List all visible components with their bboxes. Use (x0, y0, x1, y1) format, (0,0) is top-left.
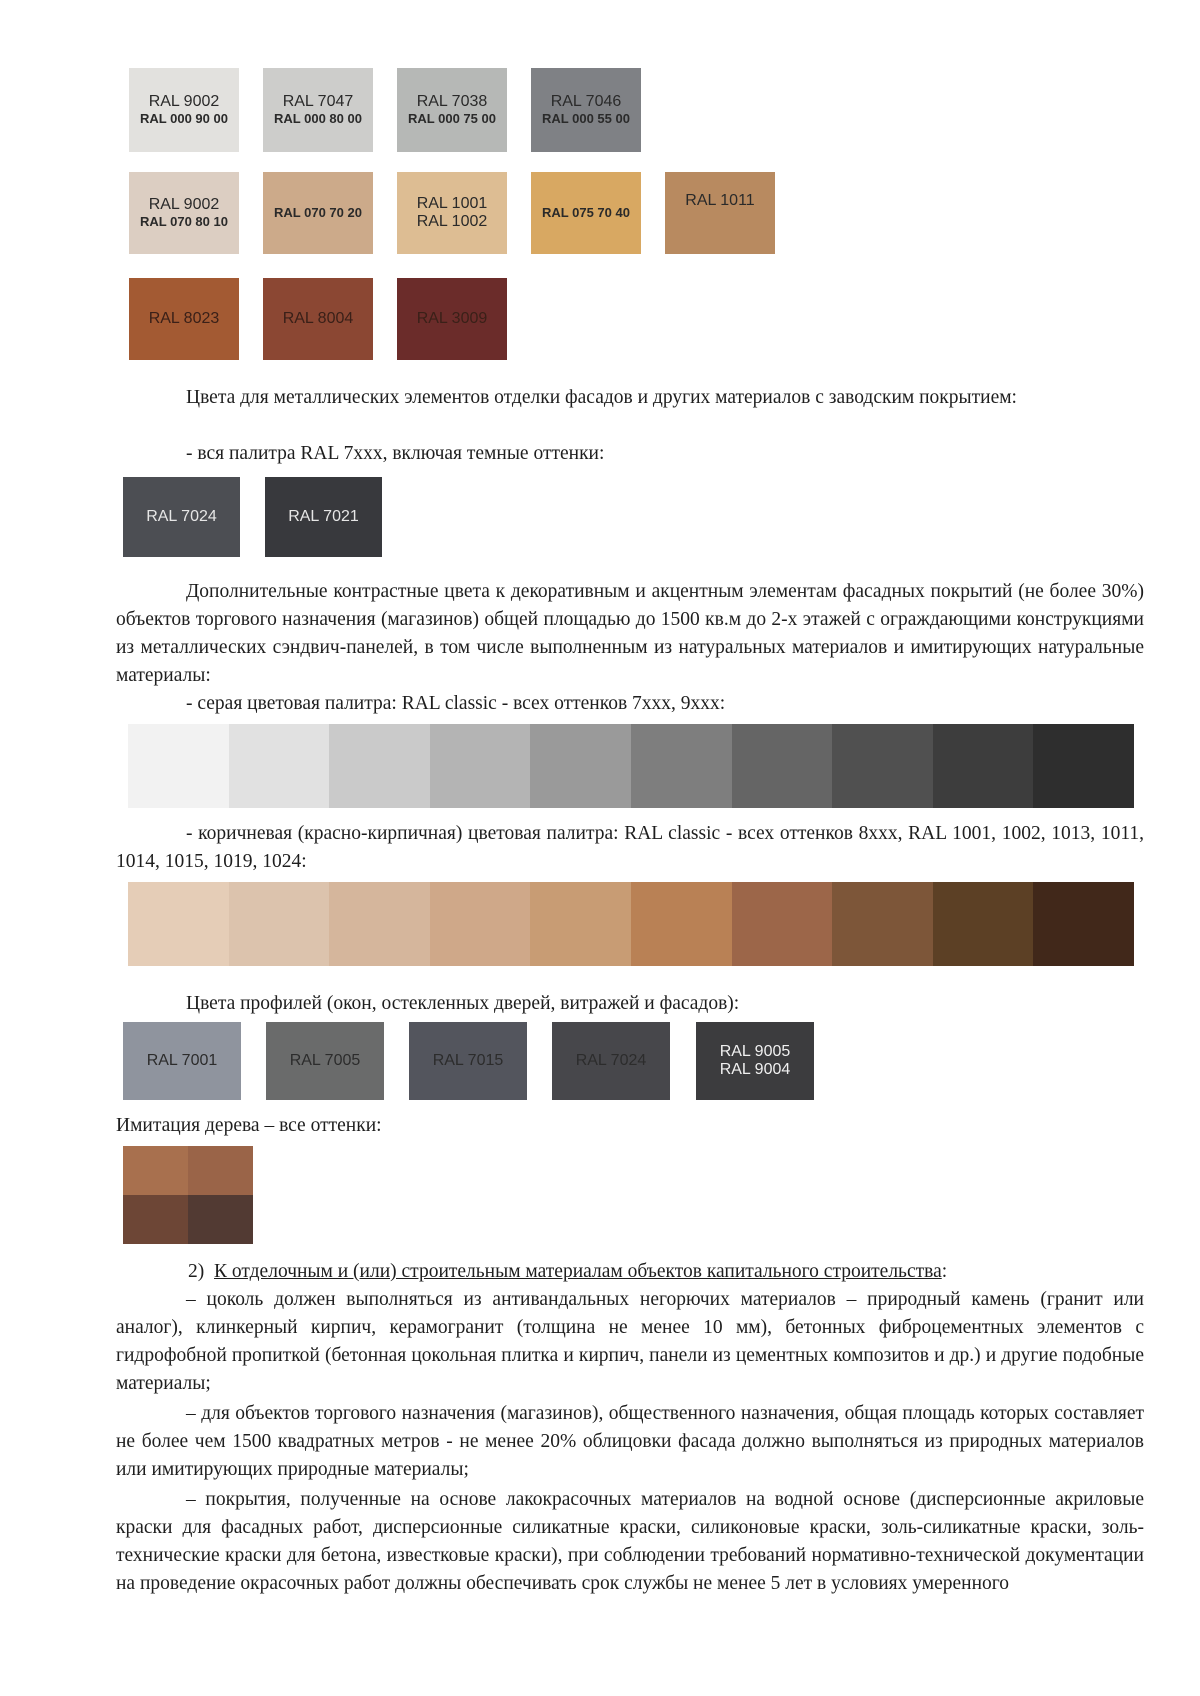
swatch-label: RAL 9005 (719, 1042, 791, 1060)
requirement-item: – для объектов торгового назначения (магазинов), общественного назначения, общая площадь которых составляет не более чем 1500 квадратных метров - не менее 20% облицовки фасада должно выполняться из природных материалов или имитирующих природные материалы; (116, 1403, 1144, 1480)
swatch-label: RAL 3009 (416, 309, 488, 327)
swatch-ral-7005 (266, 1022, 384, 1100)
wood-cell (123, 1146, 188, 1195)
section-colon: : (941, 1261, 948, 1282)
grey-cell (430, 724, 531, 808)
brown-cell (1033, 882, 1134, 966)
swatch-code: RAL 000 80 00 (274, 110, 362, 126)
wood-cell (188, 1195, 253, 1244)
grey-cell (631, 724, 732, 808)
swatch-label: RAL 8004 (282, 309, 354, 327)
swatch-ral-9005-9004 (696, 1022, 814, 1100)
swatch-ral-7015 (409, 1022, 527, 1100)
grey-cell (732, 724, 833, 808)
brown-palette-strip (128, 882, 1134, 966)
swatch-ral-7001 (123, 1022, 241, 1100)
grey-cell (832, 724, 933, 808)
swatch-label: RAL 075 70 40 (542, 204, 630, 220)
swatch-label: RAL 7024 (146, 507, 217, 525)
swatch-ral-7024-dark (123, 477, 240, 557)
swatch-code: RAL 000 55 00 (542, 110, 630, 126)
grey-cell (530, 724, 631, 808)
paragraph-brown-palette: - коричневая (красно-кирпичная) цветовая палитра: RAL classic - всех оттенков 8xxx, RAL 1001, 1002, 1013, 1011, 1014, 1015, 1019, 1024: (116, 823, 1144, 872)
paragraph-metal-palette: - вся палитра RAL 7xxx, включая темные оттенки: (186, 443, 605, 464)
swatch-ral-7024-profile (552, 1022, 670, 1100)
swatch-ral-7021 (265, 477, 382, 557)
brown-cell (832, 882, 933, 966)
paragraph-metal-colors: Цвета для металлических элементов отделки фасадов и других материалов с заводским покрытием: (186, 387, 1017, 408)
section-number: 2) (188, 1261, 205, 1282)
swatch-ral-075-70-40 (531, 172, 641, 254)
swatch-code: RAL 070 80 10 (140, 213, 228, 229)
grey-cell (329, 724, 430, 808)
wood-swatch-grid (123, 1146, 253, 1244)
grey-palette-strip (128, 724, 1134, 808)
requirement-item: – покрытия, полученные на основе лакокрасочных материалов на водной основе (дисперсионные акриловые краски для фасадных работ, дисперсионные силикатные краски, силиконовые краски, золь-силикатные краски, золь-технические краски для бетона, известковые краски), при соблюдении требований нормативно-технической документации на проведение окрасочных работ должны обеспечивать срок службы не менее 5 лет в условиях умеренного (116, 1489, 1144, 1594)
swatch-label: RAL 1001 (416, 194, 488, 212)
swatch-ral-9002 (129, 68, 239, 152)
swatch-label: RAL 7047 (282, 93, 354, 111)
grey-cell (1033, 724, 1134, 808)
swatch-label: RAL 7046 (550, 93, 622, 111)
swatch-label: RAL 8023 (148, 309, 220, 327)
swatch-ral-7038 (397, 68, 507, 152)
swatch-label: RAL 070 70 20 (274, 204, 362, 220)
swatch-ral-7047 (263, 68, 373, 152)
swatch-ral-8004 (263, 278, 373, 360)
swatch-label: RAL 7015 (432, 1051, 504, 1069)
grey-cell (229, 724, 330, 808)
brown-cell (530, 882, 631, 966)
swatch-ral-7046 (531, 68, 641, 152)
swatch-code: RAL 000 75 00 (408, 110, 496, 126)
paragraph-grey-palette: - серая цветовая палитра: RAL classic - всех оттенков 7xxx, 9xxx: (186, 693, 726, 714)
swatch-label: RAL 9002 (148, 93, 220, 111)
swatch-code: RAL 000 90 00 (140, 110, 228, 126)
wood-cell (188, 1146, 253, 1195)
brown-cell (430, 882, 531, 966)
brown-cell (933, 882, 1034, 966)
swatch-ral-1011 (665, 172, 775, 254)
paragraph-contrast-colors: Дополнительные контрастные цвета к декоративным и акцентным элементам фасадных покрытий (не более 30%) объектов торгового назначения (магазинов) общей площадью до 1500 кв.м до 2-х этажей с ограждающими конструкциями из металлических сэндвич-панелей, в том числе выполненным из натуральных материалов и имитирующих натуральные материалы: (116, 581, 1144, 686)
brown-cell (631, 882, 732, 966)
paragraph-wood-imitation: Имитация дерева – все оттенки: (116, 1115, 382, 1136)
brown-cell (732, 882, 833, 966)
swatch-label: RAL 9002 (148, 196, 220, 214)
swatch-ral-1001-1002 (397, 172, 507, 254)
brown-cell (128, 882, 229, 966)
swatch-ral-070-70-20 (263, 172, 373, 254)
swatch-label: RAL 7024 (575, 1051, 647, 1069)
requirement-item: – цоколь должен выполняться из антивандальных негорючих материалов – природный камень (гранит или аналог), клинкерный кирпич, керамогранит (толщина не менее 10 мм), бетонных фиброцементных элементов с гидрофобной пропиткой (бетонная цокольная плитка и кирпич, панели из цементных композитов и др.) и другие подобные материалы; (116, 1289, 1144, 1394)
swatch-label-2: RAL 1002 (416, 213, 488, 230)
section-heading (116, 1258, 1144, 1286)
brown-cell (229, 882, 330, 966)
swatch-ral-8023 (129, 278, 239, 360)
swatch-label: RAL 7038 (416, 93, 488, 111)
paragraph-profile-colors: Цвета профилей (окон, остекленных дверей, витражей и фасадов): (186, 993, 740, 1014)
grey-cell (128, 724, 229, 808)
swatch-ral-9002-beige (129, 172, 239, 254)
swatch-label: RAL 7001 (146, 1051, 218, 1069)
swatch-label: RAL 7021 (288, 507, 359, 525)
swatch-ral-3009 (397, 278, 507, 360)
wood-cell (123, 1195, 188, 1244)
swatch-label: RAL 7005 (289, 1051, 361, 1069)
swatch-label-2: RAL 9004 (719, 1061, 791, 1078)
section-title: К отделочным и (или) строительным материалам объектов капитального строительства (214, 1261, 942, 1282)
swatch-label: RAL 1011 (685, 192, 755, 209)
grey-cell (933, 724, 1034, 808)
brown-cell (329, 882, 430, 966)
